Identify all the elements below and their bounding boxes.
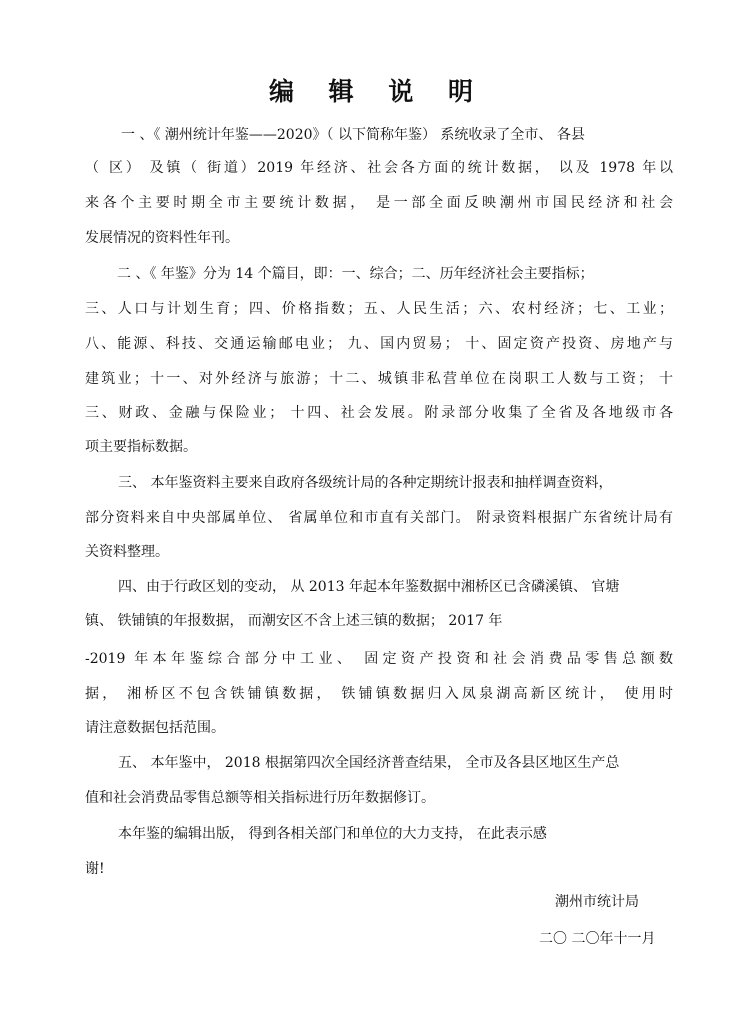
page-title: 编 辑 说 明 [268, 77, 487, 106]
paragraph-6-line-2: 谢! [85, 861, 105, 877]
paragraph-3-line-2: 部分资料来自中央部属单位、 省属单位和市直有关部门。 附录资料根据广东省统计局有 [85, 510, 673, 526]
paragraph-2-line-5: 三、财政、金融与保险业； 十四、社会发展。附录部分收集了全省及各地级市各 [85, 405, 673, 421]
signature-organization: 潮州市统计局 [555, 894, 639, 910]
paragraph-2-line-6: 项主要指标数据。 [85, 439, 197, 455]
paragraph-4-line-5: 请注意数据包括范围。 [85, 720, 225, 736]
paragraph-1-line-2: （ 区） 及镇（ 街道）2019 年经济、社会各方面的统计数据， 以及 1978 年以 [85, 160, 673, 176]
paragraph-4-line-3: -2019 年本年鉴综合部分中工业、 固定资产投资和社会消费品零售总额数 [85, 651, 673, 667]
paragraph-1-line-4: 发展情况的资料性年刊。 [85, 230, 239, 246]
paragraph-1-line-1: 一 、《 潮州统计年鉴——2020》（ 以下简称年鉴） 系统收录了全市、 各县 [121, 127, 585, 143]
paragraph-3-line-1: 三、 本年鉴资料主要来自政府各级统计局的各种定期统计报表和抽样调查资料， [118, 475, 613, 491]
paragraph-2-line-3: 八、能源、科技、交通运输邮电业； 九、国内贸易； 十、固定资产投资、房地产与 [85, 336, 673, 352]
paragraph-6-line-1: 本年鉴的编辑出版， 得到各相关部门和单位的大力支持， 在此表示感 [118, 826, 547, 842]
signature-date: 二〇 二〇年十一月 [539, 931, 656, 947]
paragraph-3-line-3: 关资料整理。 [85, 544, 169, 560]
paragraph-2-line-1: 二 、《 年鉴》分为 14 个篇目，即：一、综合；二、历年经济社会主要指标； [117, 266, 594, 282]
paragraph-4-line-4: 据， 湘桥区不包含铁铺镇数据， 铁铺镇数据归入凤泉湖高新区统计， 使用时 [85, 686, 673, 702]
paragraph-5-line-1: 五、 本年鉴中， 2018 根据第四次全国经济普查结果， 全市及各县区地区生产总 [118, 755, 620, 771]
paragraph-4-line-2: 镇、 铁铺镇的年报数据， 而潮安区不含上述三镇的数据； 2017 年 [85, 613, 503, 629]
paragraph-2-line-2: 三、人口与计划生育；四、价格指数；五、人民生活；六、农村经济；七、工业； [85, 301, 673, 317]
paragraph-2-line-4: 建筑业；十一、对外经济与旅游；十二、城镇非私营单位在岗职工人数与工资； 十 [85, 371, 673, 387]
paragraph-5-line-2: 值和社会消费品零售总额等相关指标进行历年数据修订。 [85, 790, 435, 806]
paragraph-4-line-1: 四、由于行政区划的变动， 从 2013 年起本年鉴数据中湘桥区已含磷溪镇、 官塘 [118, 579, 620, 595]
paragraph-1-line-3: 来各个主要时期全市主要统计数据， 是一部全面反映潮州市国民经济和社会 [85, 195, 673, 211]
